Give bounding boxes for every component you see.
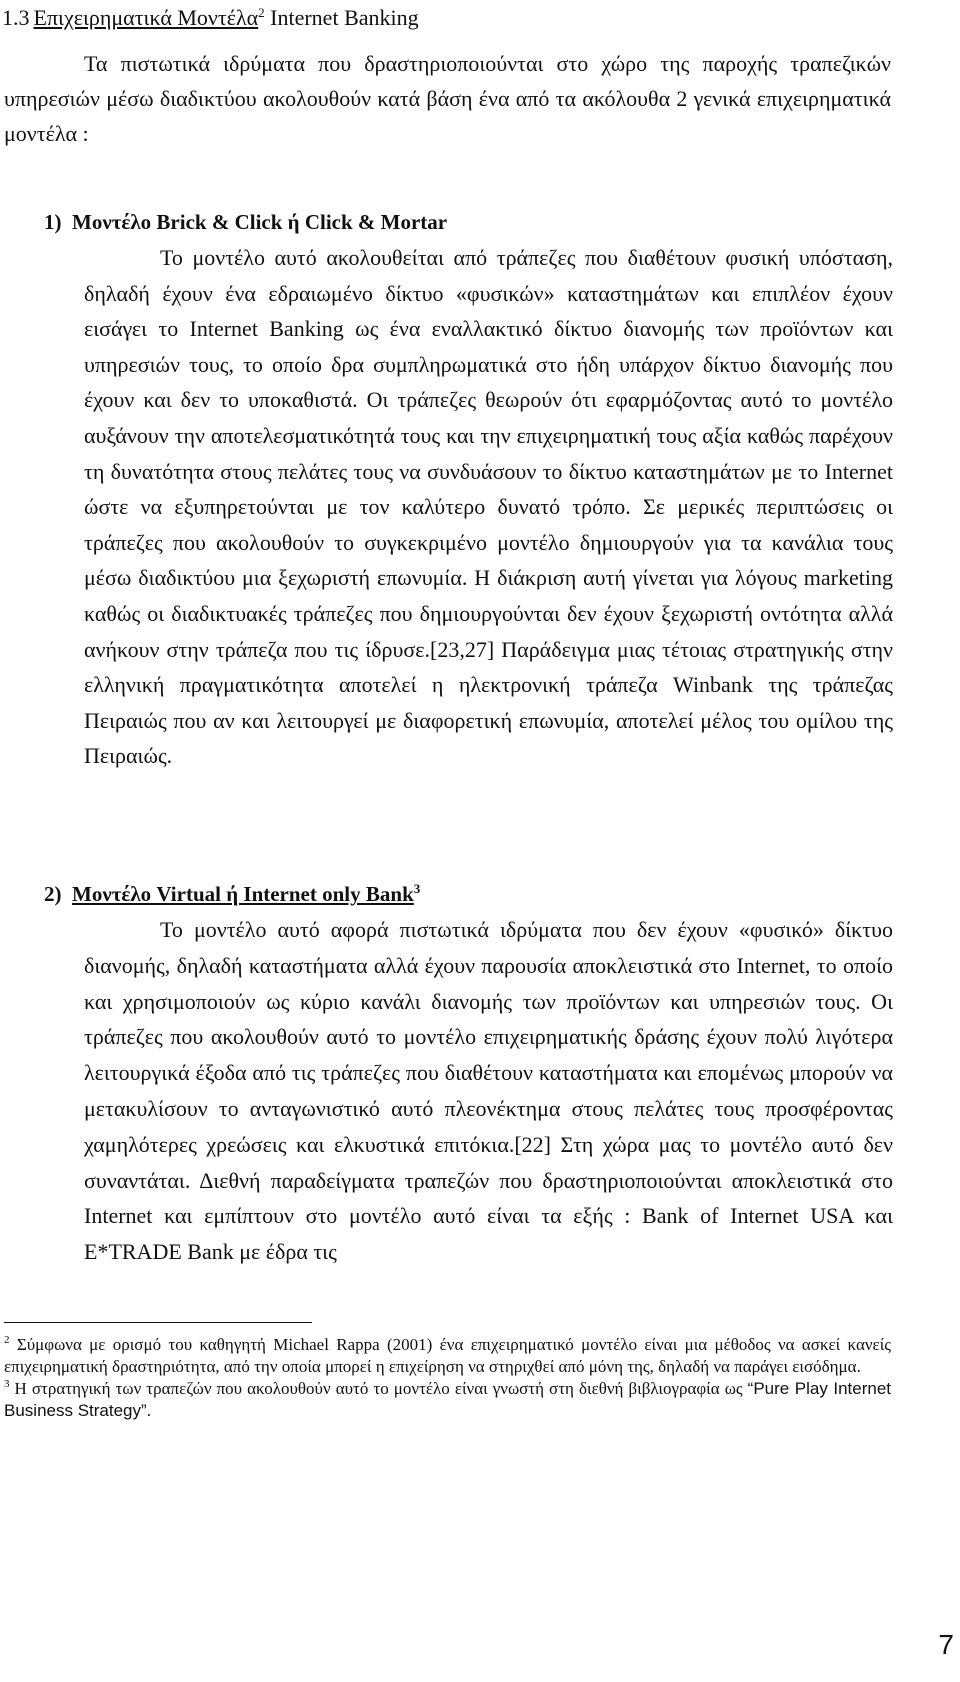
page-number: 7 bbox=[938, 1629, 954, 1660]
section-title: Επιχειρηματικά Μοντέλα bbox=[33, 5, 259, 30]
model2-label: 2) bbox=[44, 882, 62, 906]
model2-heading bbox=[44, 880, 420, 908]
footnote-end: . bbox=[146, 1401, 151, 1420]
footnote-ref-3: 3 bbox=[413, 881, 421, 896]
model1-heading bbox=[44, 208, 447, 236]
footnote-divider bbox=[4, 1322, 312, 1323]
footnote-number: 2 bbox=[4, 1334, 10, 1346]
section-number: 1.3 bbox=[2, 5, 30, 30]
model1-label: 1) bbox=[44, 210, 62, 234]
footnote-text: Η στρατηγική των τραπεζών που ακολουθούν αυτό το μοντέλο είναι γνωστή στη διεθνή βιβλιογραφία ως bbox=[14, 1379, 748, 1398]
footnote-text: Σύμφωνα με ορισμό του καθηγητή Michael Rappa (2001) ένα επιχειρηματικό μοντέλο είναι μια μέθοδος να ασκεί κανείς επιχειρηματική δραστηριότητα, από την οποία μπορεί η επιχείρηση να στηριχθεί από μόνη της, δηλαδή να παράγει εισόδημα. bbox=[4, 1335, 892, 1376]
section-heading bbox=[2, 4, 419, 32]
footnote-ref-2: 2 bbox=[258, 5, 265, 20]
model1-title: Μοντέλο Brick & Click ή Click & Mortar bbox=[72, 210, 448, 234]
model2-body: Το μοντέλο αυτό αφορά πιστωτικά ιδρύματα που δεν έχουν «φυσικό» δίκτυο διανομής, δηλαδή καταστήματα αλλά έχουν παρουσία αποκλειστικά στο Internet, το οποίο και χρησιμοποιούν ως κύριο κανάλι διανομής των προϊόντων και υπηρεσιών τους. Οι τράπεζες που ακολουθούν αυτό το μοντέλο επιχειρηματικής δράσης έχουν πολύ λιγότερα λειτουργικά έξοδα από τις τράπεζες που διαθέτουν καταστήματα και επομένως μπορούν να μετακυλίσουν το ανταγωνιστικό αυτό πλεονέκτημα στους πελάτες τους προσφέροντας χαμηλότερες χρεώσεις και ελκυστικά επιτόκια.[22] Στη χώρα μας το μοντέλο αυτό δεν συναντάται. Διεθνή παραδείγματα τραπεζών που δραστηριοποιούνται αποκλειστικά στο Internet και εμπίπτουν στο μοντέλο αυτό είναι τα εξής : Bank of Internet USA και E*TRADE Bank με έδρα τις bbox=[84, 917, 893, 1265]
footnote-2 bbox=[4, 1334, 891, 1378]
intro-paragraph: Τα πιστωτικά ιδρύματα που δραστηριοποιούνται στο χώρο της παροχής τραπεζικών υπηρεσιών μέσω διαδικτύου ακολουθούν κατά βάση ένα από τα ακόλουθα 2 γενικά επιχειρηματικά μοντέλα : bbox=[4, 51, 891, 146]
footnote-3 bbox=[4, 1378, 891, 1422]
model2-title: Μοντέλο Virtual ή Internet only Bank bbox=[72, 882, 414, 906]
section-title-suffix: Internet Banking bbox=[270, 5, 419, 30]
footnote-number: 3 bbox=[4, 1378, 10, 1390]
footnotes bbox=[4, 1334, 891, 1422]
model1-body: Το μοντέλο αυτό ακολουθείται από τράπεζες που διαθέτουν φυσική υπόσταση, δηλαδή έχουν ένα εδραιωμένο δίκτυο «φυσικών» καταστημάτων και επιπλέον έχουν εισάγει το Internet Banking ως ένα εναλλακτικό δίκτυο διανομής των προϊόντων και υπηρεσιών τους, το οποίο δρα συμπληρωματικά στο ήδη υπάρχον δίκτυο διανομής που έχουν και δεν το υποκαθιστά. Οι τράπεζες θεωρούν ότι εφαρμόζοντας αυτό το μοντέλο αυξάνουν την αποτελεσματικότητά τους και την επιχειρηματική τους αξία καθώς παρέχουν τη δυνατότητα στους πελάτες τους να συνδυάσουν το δίκτυο καταστημάτων με το Internet ώστε να εξυπηρετούνται με τον καλύτερο δυνατό τρόπο. Σε μερικές περιπτώσεις οι τράπεζες που ακολουθούν το συγκεκριμένο μοντέλο δημιουργούν για τα κανάλια τους μέσω διαδικτύου μια ξεχωριστή επωνυμία. Η διάκριση αυτή γίνεται για λόγους marketing καθώς οι διαδικτυακές τράπεζες που δημιουργούνται δεν έχουν ξεχωριστή οντότητα αλλά ανήκουν στην τράπεζα που τις ίδρυσε.[23,27] Παράδειγμα μιας τέτοιας στρατηγικής στην ελληνική πραγματικότητα αποτελεί η ηλεκτρονική τράπεζα Winbank της τράπεζας Πειραιώς που αν και λειτουργεί με διαφορετική επωνυμία, αποτελεί μέλος του ομίλου της Πειραιώς. bbox=[84, 245, 893, 769]
footnote-quote: “Pure Play Internet Business Strategy” bbox=[4, 1379, 891, 1420]
